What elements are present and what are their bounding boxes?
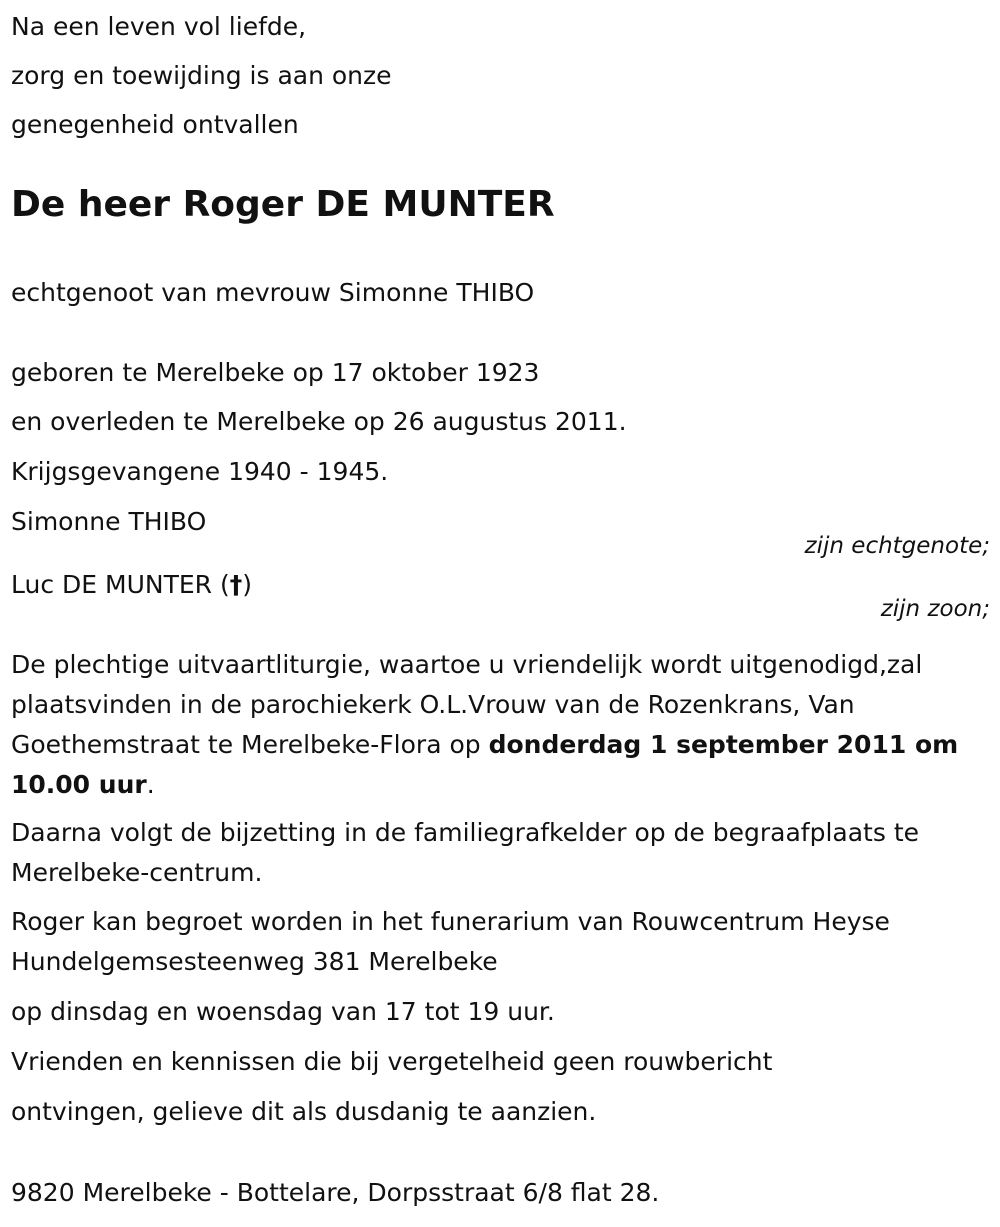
deceased-name: De heer Roger DE MUNTER: [11, 184, 555, 225]
notice-line-1: Vrienden en kennissen die bij vergetelheid geen rouwbericht: [11, 1047, 773, 1076]
birth-line: geboren te Merelbeke op 17 oktober 1923: [11, 358, 540, 387]
intro-line-2: zorg en toewijding is aan onze: [11, 61, 392, 90]
visitation-hours: op dinsdag en woensdag van 17 tot 19 uur.: [11, 997, 555, 1026]
funeral-end: .: [146, 770, 155, 799]
cross-icon: †: [229, 570, 243, 599]
family-member-relation: zijn echtgenote;: [804, 533, 990, 559]
family-member-name: [11, 570, 252, 600]
pow-note: Krijgsgevangene 1940 - 1945.: [11, 457, 389, 486]
funeral-date-time: donderdag 1 september 2011 om 10.00 uur: [11, 730, 959, 799]
family-member-name-text: Luc DE MUNTER (: [11, 570, 230, 599]
family-member-name-close: ): [242, 570, 252, 599]
spouse-line: echtgenoot van mevrouw Simonne THIBO: [11, 278, 535, 307]
family-member-name: Simonne THIBO: [11, 507, 207, 536]
funeral-paragraph: [11, 645, 991, 805]
intro-line-3: genegenheid ontvallen: [11, 110, 299, 139]
family-address: 9820 Merelbeke - Bottelare, Dorpsstraat 6/8 flat 28.: [11, 1178, 660, 1207]
death-line: en overleden te Merelbeke op 26 augustus 2011.: [11, 407, 627, 436]
notice-line-2: ontvingen, gelieve dit als dusdanig te aanzien.: [11, 1097, 597, 1126]
burial-paragraph: Daarna volgt de bijzetting in de familiegrafkelder op de begraafplaats te Merelbeke-centrum.: [11, 818, 920, 887]
funeral-text: De plechtige uitvaartliturgie, waartoe u vriendelijk wordt uitgenodigd,zal plaatsvinden in de parochiekerk O.L.Vrouw van de Rozenkrans, Van Goethemstraat te Merelbeke-Flora op: [11, 650, 923, 759]
visitation-paragraph: Roger kan begroet worden in het funerarium van Rouwcentrum Heyse Hundelgemsesteenweg 381 Merelbeke: [11, 907, 890, 976]
family-member-relation: zijn zoon;: [880, 596, 990, 622]
intro-line-1: Na een leven vol liefde,: [11, 12, 307, 41]
